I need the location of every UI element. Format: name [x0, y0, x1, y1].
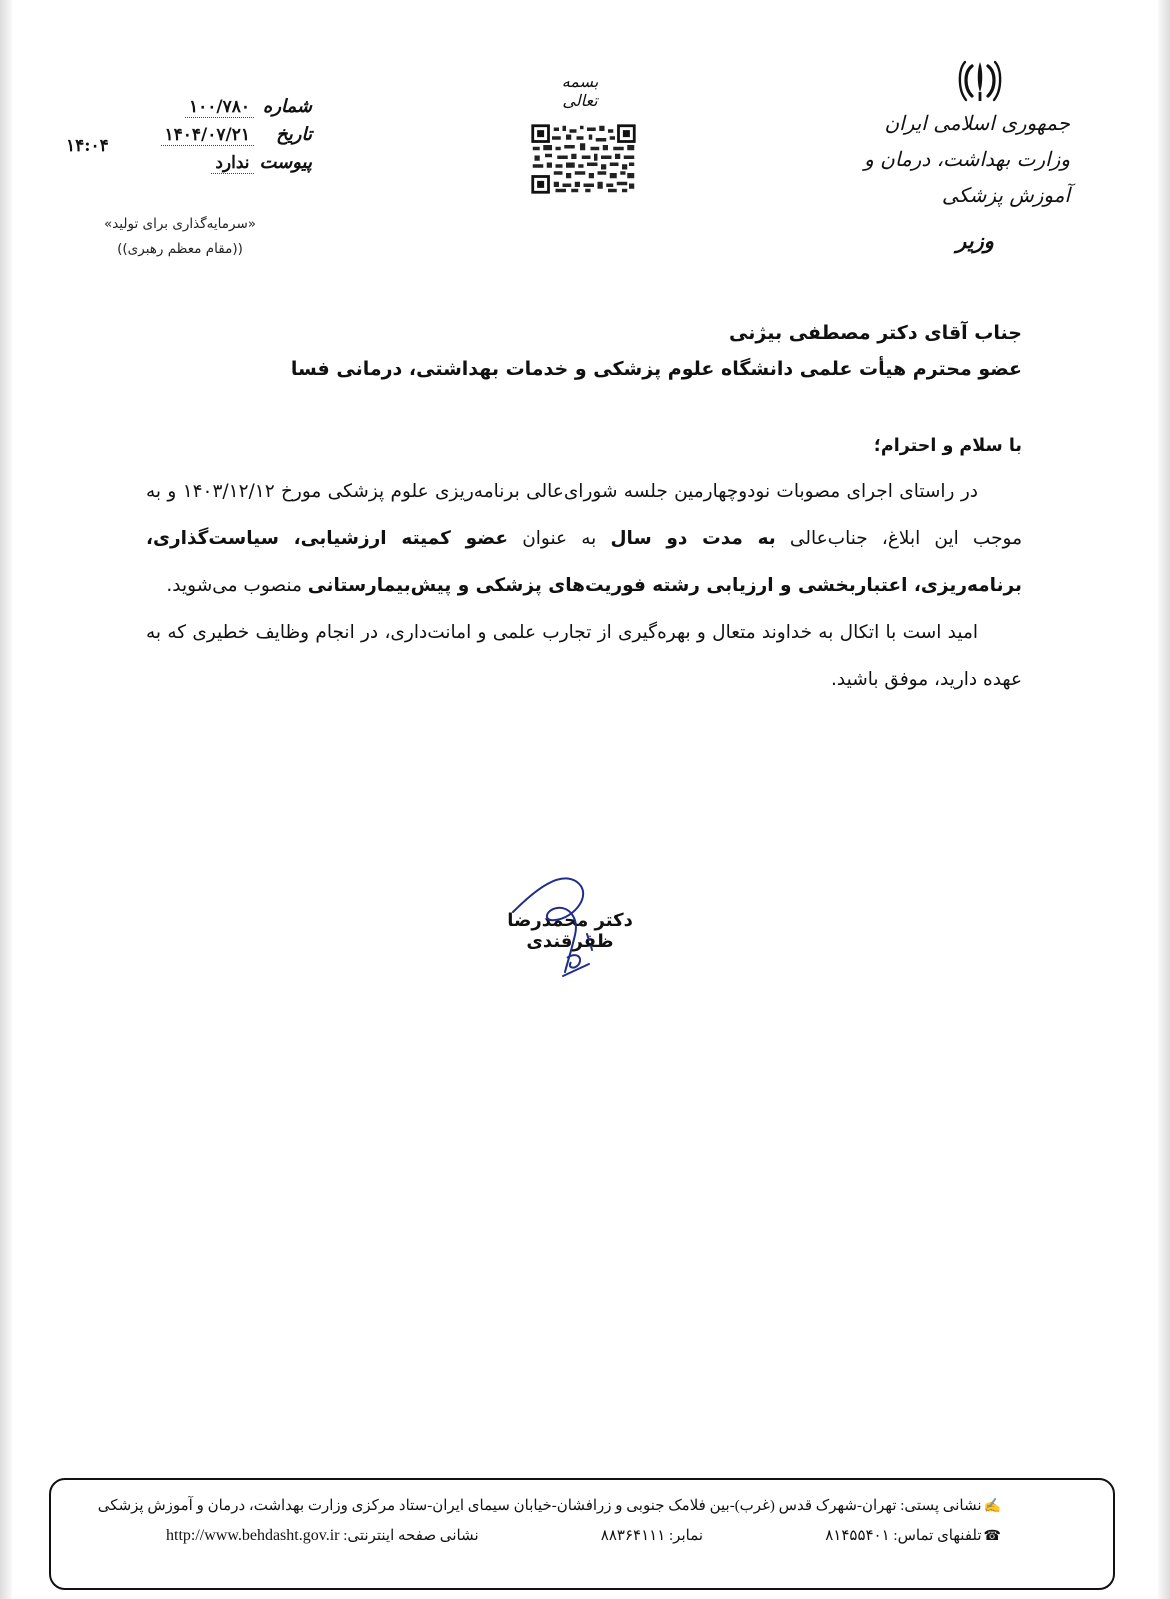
page-edge-right — [1158, 0, 1170, 1599]
iran-emblem-icon — [955, 58, 1005, 104]
body-text-e: منصوب می‌شوید. — [166, 575, 308, 596]
body-emphasis-role: عضو کمیته ارزشیابی، سیاست‌گذاری، برنامه‌ریزی، اعتباربخشی و ارزیابی رشته فوریت‌های پزشکی و پیش‌بیمارستانی — [146, 528, 1022, 596]
signatory-name: دکتر محمدرضا ظفرقندی — [507, 910, 633, 952]
letter-number-label: شماره — [262, 96, 312, 117]
greeting: با سلام و احترام؛ — [873, 436, 1022, 456]
footer-address: نشانی پستی: تهران-شهرک قدس (غرب)-بین فلامک جنوبی و زرافشان-خیابان سیمای ایران-ستاد مرکزی وزارت بهداشت، درمان و آموزش پزشکی — [97, 1498, 982, 1514]
pen-icon: ✍ — [983, 1499, 1001, 1514]
ministry-line-1: جمهوری اسلامی ایران — [884, 111, 1070, 135]
body-emphasis-duration: به مدت دو سال — [610, 528, 776, 549]
motto-line-1: «سرمایه‌گذاری برای تولید» — [103, 216, 257, 232]
letter-body — [146, 468, 1022, 703]
bismillah: بسمه تعالی — [561, 72, 599, 110]
ministry-line-2: وزارت بهداشت، درمان و آموزش پزشکی — [864, 147, 1070, 207]
footer-website-group — [166, 1526, 479, 1545]
letter-time-value: ۱۴:۰۴ — [66, 136, 109, 156]
letter-attachment-row — [62, 152, 312, 180]
letter-date-label: تاریخ — [276, 124, 312, 145]
motto — [90, 212, 270, 262]
letter-attachment-value: ندارد — [211, 153, 253, 174]
ministry-name — [860, 105, 1070, 213]
footer-phone: تلفنهای تماس: ۸۱۴۵۵۴۰۱ — [825, 1528, 982, 1544]
letter-number-value: ۱۰۰/۷۸۰ — [185, 97, 254, 118]
body-text-a: در راستای اجرای مصوبات نودوچهارمین جلسه شورای‌عالی برنامه‌ریزی علوم پزشکی مورخ ۱۴۰۳/۱۲/۱۲ و به موجب این ابلاغ، جناب‌عالی — [146, 481, 1022, 549]
recipient-name: جناب آقای دکتر مصطفی بیژنی — [729, 322, 1022, 344]
letter-footer — [49, 1478, 1115, 1590]
minister-title: وزیر — [956, 228, 994, 253]
footer-fax: نمابر: ۸۸۳۶۴۱۱۱ — [600, 1528, 704, 1544]
qr-code-icon — [531, 124, 636, 194]
footer-website-link[interactable]: http://www.behdasht.gov.ir — [166, 1527, 340, 1544]
footer-website-label: نشانی صفحه اینترنتی: — [343, 1528, 479, 1544]
footer-phone-group — [825, 1526, 1001, 1545]
letter-date-value: ۱۴۰۴/۰۷/۲۱ — [161, 125, 254, 146]
body-text-c: به عنوان — [508, 528, 611, 549]
footer-contact-row — [166, 1526, 1001, 1545]
footer-address-row — [98, 1496, 1001, 1515]
recipient-title: عضو محترم هیأت علمی دانشگاه علوم پزشکی و خدمات بهداشتی، درمانی فسا — [290, 358, 1022, 380]
handwritten-signature — [505, 860, 625, 990]
motto-line-2: ((مقام معظم رهبری)) — [117, 241, 243, 257]
page-edge-left — [0, 0, 12, 1599]
letter-number-row — [62, 96, 312, 124]
body-paragraph-2: امید است با اتکال به خداوند متعال و بهره‌گیری از تجارب علمی و امانت‌داری، در انجام وظایف خطیری که به عهده دارید، موفق باشید. — [146, 622, 1022, 690]
letter-attachment-label: پیوست — [259, 152, 312, 173]
body-paragraph-1 — [146, 468, 1022, 609]
phone-icon: ☎ — [983, 1529, 1001, 1544]
